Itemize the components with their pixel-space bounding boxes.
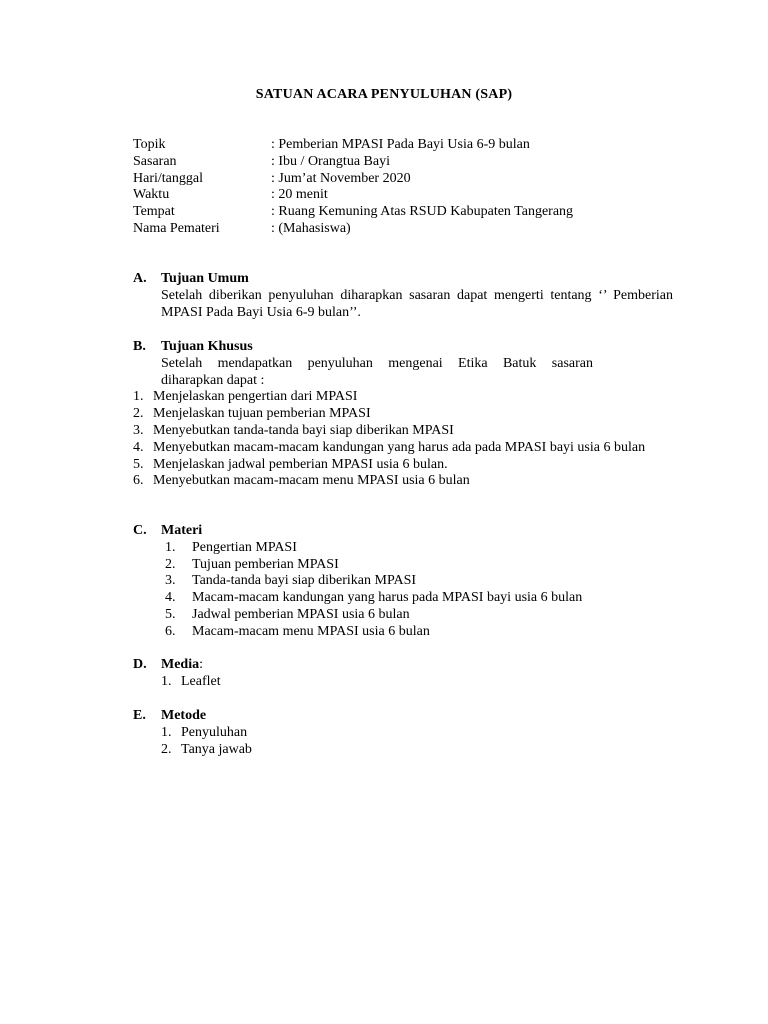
section-title: Metode — [161, 708, 207, 723]
section-letter: C. — [133, 523, 147, 538]
section-intro — [133, 356, 673, 390]
info-table — [133, 137, 573, 238]
section-heading — [133, 339, 673, 356]
media-list — [133, 674, 673, 691]
section-paragraph: Setelah diberikan penyuluhan diharapkan sasaran dapat mengerti tentang ‘’ Pemberian MPASI Pada Bayi Usia 6-9 bulan’’. — [161, 287, 673, 320]
list-item — [133, 440, 673, 457]
info-value: : Ruang Kemuning Atas RSUD Kabupaten Tangerang — [271, 204, 574, 220]
section-metode — [133, 708, 673, 758]
list-text: Menjelaskan tujuan pemberian MPASI — [153, 406, 371, 422]
info-row-waktu — [133, 187, 573, 204]
list-text: Menjelaskan jadwal pemberian MPASI usia 6 bulan. — [153, 456, 448, 472]
info-label: Nama Pemateri — [133, 220, 220, 236]
list-text: Pengertian MPASI — [192, 539, 297, 555]
list-item — [161, 573, 673, 590]
list-text: Macam-macam kandungan yang harus pada MPASI bayi usia 6 bulan — [192, 590, 583, 606]
section-materi — [133, 523, 673, 641]
section-title: Tujuan Umum — [161, 271, 249, 286]
info-row-sasaran — [133, 154, 573, 171]
info-label: Hari/tanggal — [133, 170, 203, 186]
list-item — [133, 406, 673, 423]
section-letter: E. — [133, 708, 146, 723]
info-value: : Jum’at November 2020 — [271, 170, 411, 186]
section-tujuan-umum — [133, 271, 673, 321]
intro-line: Setelah mendapatkan penyuluhan mengenai Etika Batuk sasaran — [161, 355, 593, 371]
list-number: 3. — [165, 573, 176, 589]
list-item — [161, 540, 673, 557]
section-title: Materi — [161, 523, 203, 538]
list-text: Leaflet — [181, 673, 221, 689]
intro-line: diharapkan dapat : — [161, 372, 265, 388]
info-value: : (Mahasiswa) — [271, 220, 351, 236]
list-text: Tanya jawab — [181, 741, 252, 757]
section-letter: D. — [133, 657, 147, 672]
list-item — [161, 742, 673, 759]
section-letter: A. — [133, 271, 147, 286]
list-number: 2. — [133, 406, 144, 422]
objectives-list — [133, 389, 673, 490]
list-text: Tanda-tanda bayi siap diberikan MPASI — [192, 573, 417, 589]
section-heading — [133, 523, 673, 540]
list-item — [133, 389, 673, 406]
info-row-nama-pemateri — [133, 221, 573, 238]
list-item — [133, 423, 673, 440]
info-value: : Ibu / Orangtua Bayi — [271, 153, 390, 169]
info-row-hari-tanggal — [133, 171, 573, 188]
info-value: : 20 menit — [271, 187, 328, 203]
list-item — [161, 725, 673, 742]
section-media — [133, 657, 673, 691]
list-text: Tujuan pemberian MPASI — [192, 556, 339, 572]
list-item — [161, 674, 673, 691]
method-list — [133, 725, 673, 759]
list-item — [161, 590, 673, 607]
section-heading — [133, 271, 673, 288]
info-label: Waktu — [133, 187, 170, 203]
list-number: 5. — [133, 456, 144, 472]
list-number: 4. — [165, 590, 176, 606]
materials-list — [133, 540, 673, 641]
list-number: 1. — [133, 389, 144, 405]
info-label: Topik — [133, 137, 166, 152]
list-number: 4. — [133, 439, 144, 455]
info-row-topik — [133, 137, 573, 154]
list-number: 6. — [133, 473, 144, 489]
list-text: Menyebutkan macam-macam menu MPASI usia 6 bulan — [153, 473, 470, 489]
list-number: 1. — [165, 539, 176, 555]
list-number: 5. — [165, 606, 176, 622]
list-item — [161, 624, 673, 641]
list-number: 2. — [165, 556, 176, 572]
info-label: Sasaran — [133, 153, 177, 169]
document-title: SATUAN ACARA PENYULUHAN (SAP) — [255, 87, 513, 102]
list-number: 2. — [161, 741, 172, 757]
section-title-suffix: : — [199, 657, 203, 672]
list-number: 1. — [161, 724, 172, 740]
list-text: Macam-macam menu MPASI usia 6 bulan — [192, 623, 430, 639]
list-number: 1. — [161, 673, 172, 689]
list-number: 3. — [133, 422, 144, 438]
section-letter: B. — [133, 339, 146, 354]
list-number: 6. — [165, 623, 176, 639]
list-text: Jadwal pemberian MPASI usia 6 bulan — [192, 606, 410, 622]
section-heading — [133, 657, 673, 674]
info-value: : Pemberian MPASI Pada Bayi Usia 6-9 bulan — [271, 137, 530, 152]
section-title: Media — [161, 657, 200, 672]
list-text: Penyuluhan — [181, 724, 248, 740]
list-item — [161, 607, 673, 624]
section-heading — [133, 708, 673, 725]
section-title: Tujuan Khusus — [161, 339, 253, 354]
list-text: Menyebutkan tanda-tanda bayi siap diberikan MPASI — [153, 422, 454, 438]
list-text: Menjelaskan pengertian dari MPASI — [153, 389, 358, 405]
list-item — [133, 457, 673, 474]
info-row-tempat — [133, 204, 573, 221]
list-text: Menyebutkan macam-macam kandungan yang harus ada pada MPASI bayi usia 6 bulan — [153, 439, 646, 455]
list-item — [161, 557, 673, 574]
info-label: Tempat — [133, 204, 175, 220]
list-item — [133, 473, 673, 490]
section-tujuan-khusus — [133, 339, 673, 490]
